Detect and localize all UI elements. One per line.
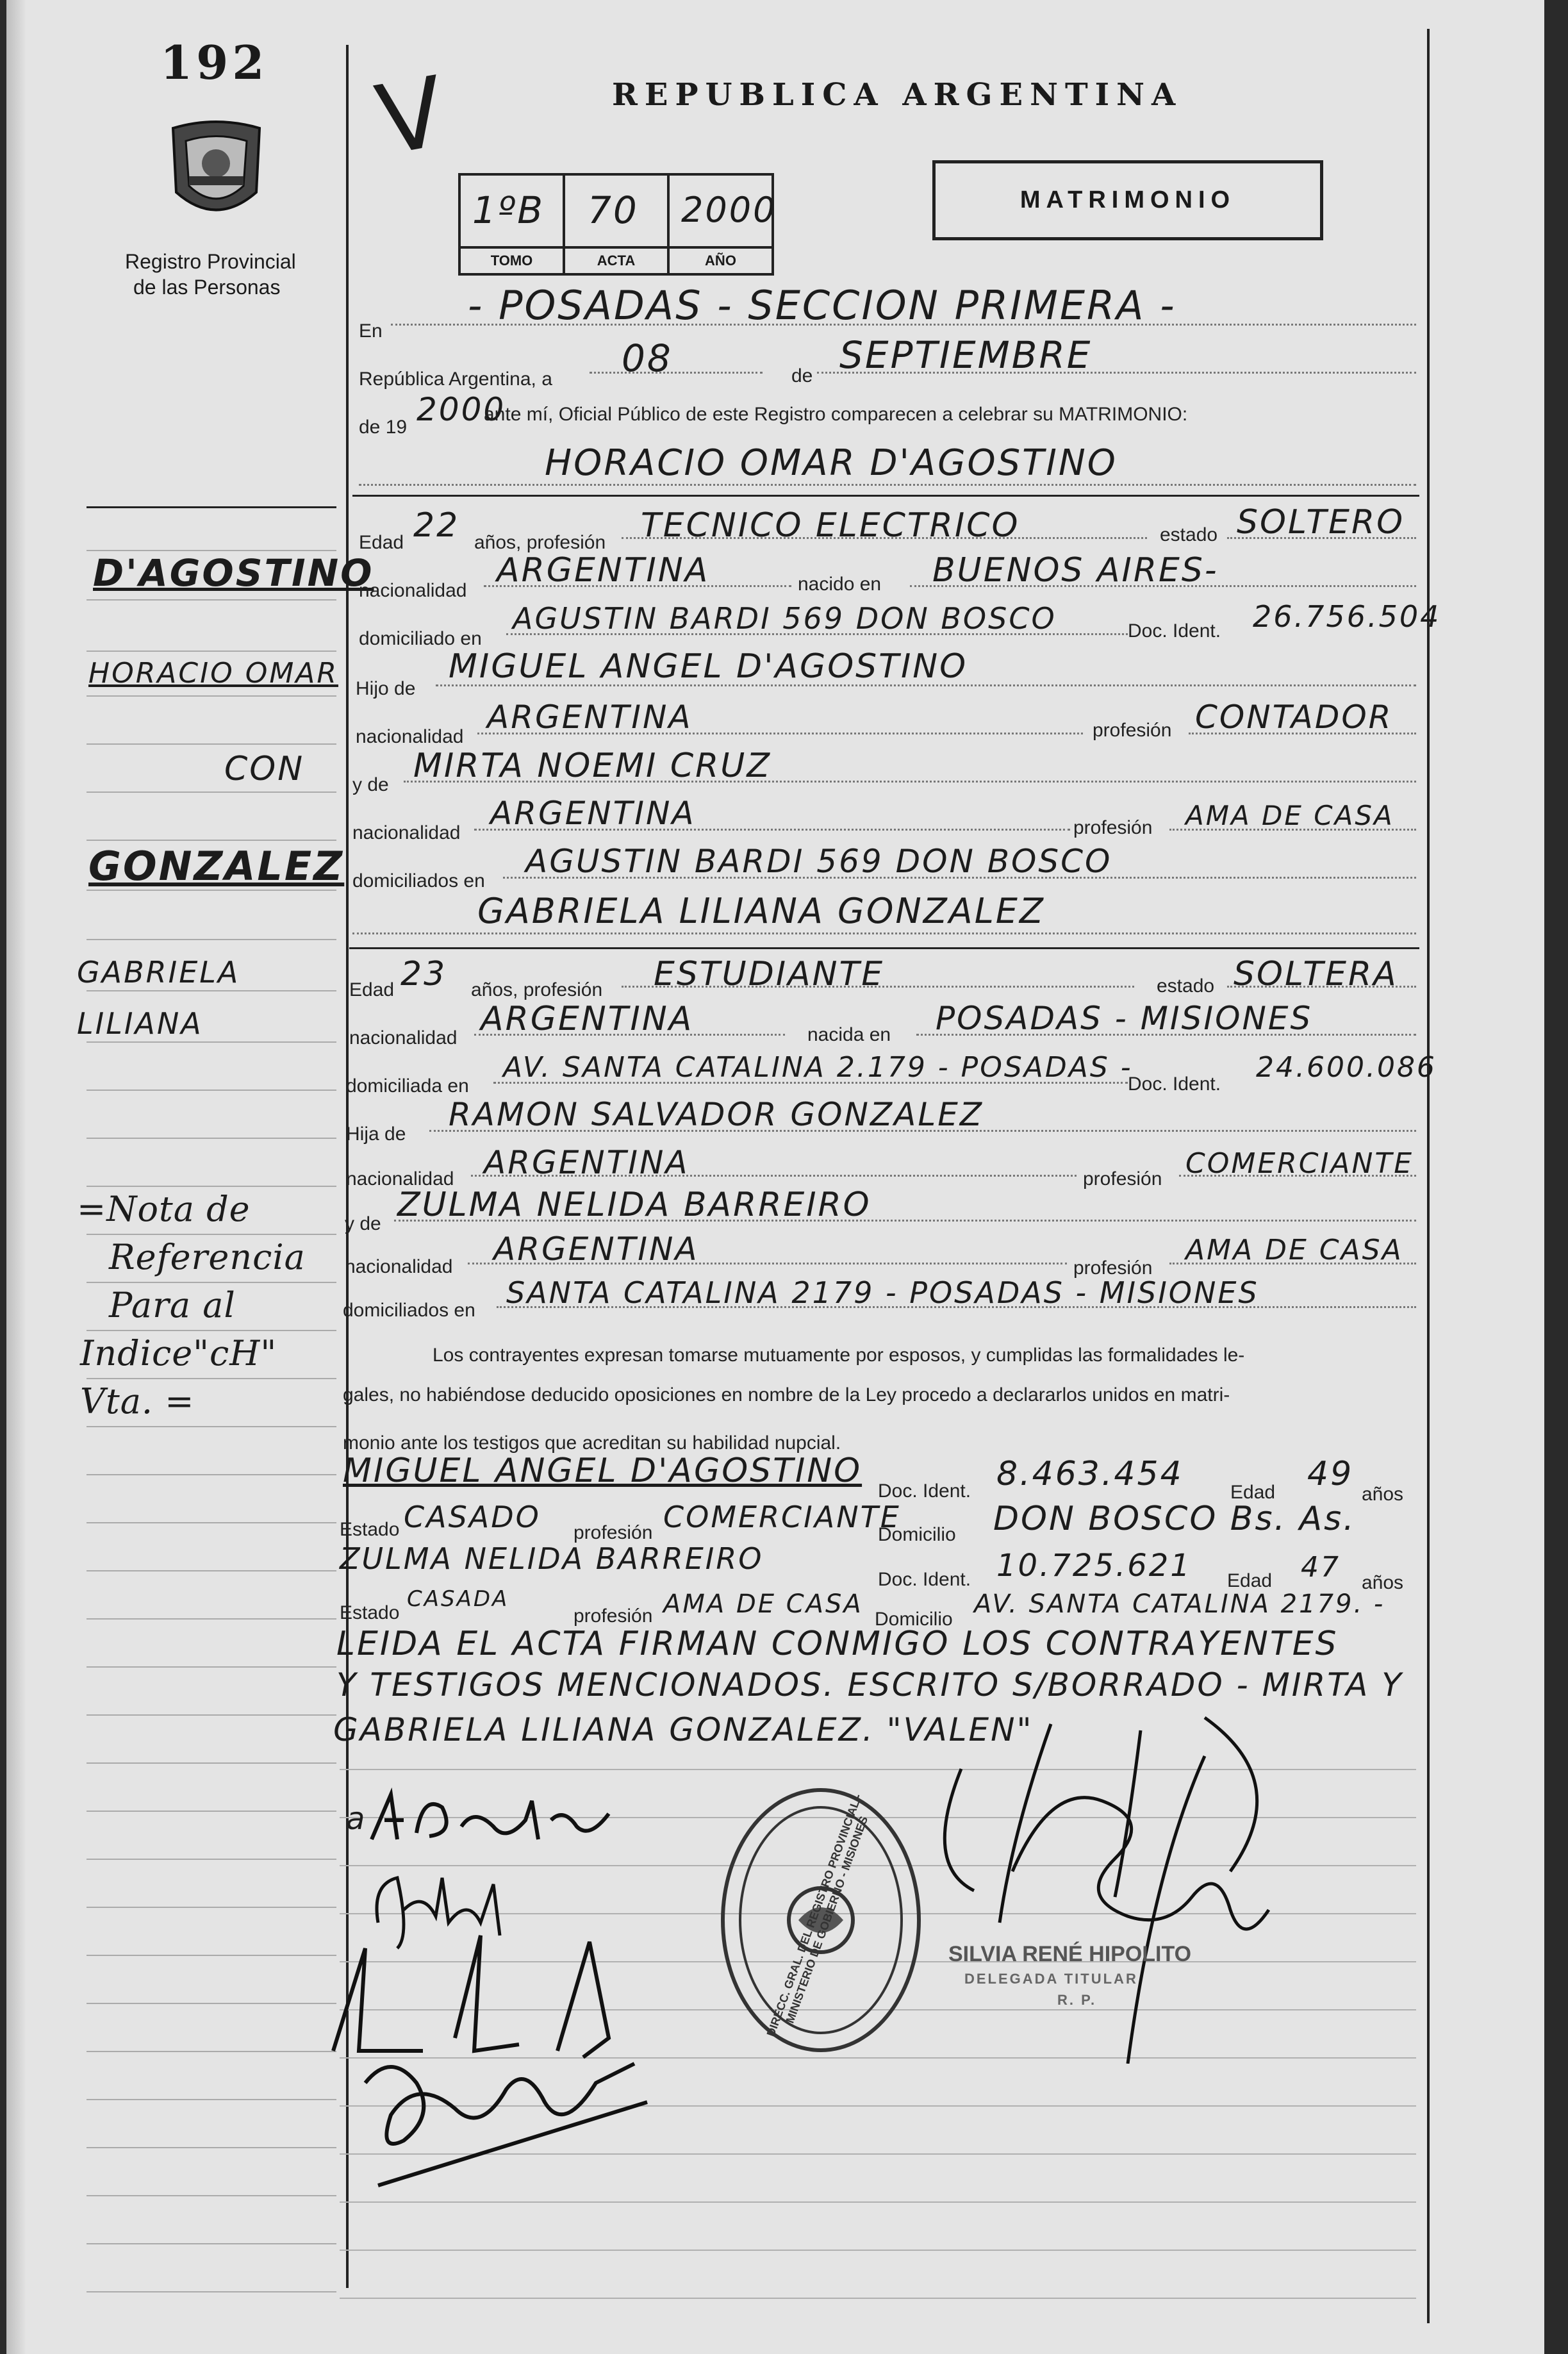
groom-mother-nac-label: nacionalidad [352,822,461,843]
bride-name: GABRIELA LILIANA GONZALEZ [477,891,1045,931]
groom-mother-prof: AMA DE CASA [1185,800,1394,831]
sidebar-names-groom: HORACIO OMAR [88,657,338,690]
witness1-estado-label: Estado [340,1519,400,1540]
day-line [590,372,763,374]
sidebar-rule [87,599,336,601]
bride-mother: ZULMA NELIDA BARREIRO [397,1186,871,1224]
official-signature-icon [884,1705,1294,2067]
sidebar-rule [87,1474,336,1475]
sidebar-rule [87,1522,336,1523]
groom-nacido: BUENOS AIRES- [932,551,1219,590]
bride-domicilio: AV. SANTA CATALINA 2.179 - POSADAS - [503,1051,1133,1084]
bride-domicilio-label: domiciliada en [346,1075,469,1097]
body-rule [340,2250,1416,2251]
bride-father-prof: COMERCIANTE [1185,1147,1414,1180]
groom-signature-icon [365,1782,634,1862]
witness2-dom-label: Domicilio [875,1609,953,1630]
groom-mother-prof-label: profesión [1073,817,1153,838]
groom-estado-label: estado [1160,524,1218,545]
sidebar-rule [87,2147,336,2148]
year-prefix: de 19 [359,417,408,438]
sidebar-note-2: Referencia [109,1237,306,1277]
declaration-line3: monio ante los testigos que acreditan su habilidad nupcial. [343,1432,841,1454]
bride-estado-label: estado [1157,975,1215,997]
body-rule [340,2298,1416,2299]
sidebar-note-4: Indice"cH" [80,1333,277,1373]
sidebar-rule [87,1811,336,1812]
sidebar-rule [87,1955,336,1956]
bride-nacida: POSADAS - MISIONES [936,1000,1313,1037]
bride-name-line [352,932,1416,934]
sidebar-rule [87,1714,336,1716]
groom-father: MIGUEL ANGEL D'AGOSTINO [449,647,968,686]
sidebar-top-rule [87,506,336,508]
bride-profesion: ESTUDIANTE [654,955,885,993]
sidebar-rule [87,743,336,745]
groom-y-de-label: y de [352,774,389,795]
corner-mark: V [368,56,455,178]
sidebar-rule [87,2195,336,2196]
bride-nacionalidad: ARGENTINA [481,1000,694,1038]
witness2-prof: AMA DE CASA [663,1589,863,1619]
groom-parents-dom-label: domiciliados en [352,870,485,891]
registry-seal-icon [167,115,266,231]
bride-parents-dom: SANTA CATALINA 2179 - POSADAS - MISIONES [506,1275,1259,1310]
ano-value: 2000 [681,190,777,230]
sidebar-surname-groom: D'AGOSTINO [93,551,374,595]
sidebar-names-bride-1: GABRIELA [77,955,240,990]
sidebar-con: CON [224,750,305,788]
right-divider [1427,29,1430,2323]
bride-edad: 23 [400,955,447,993]
witness1-doc-label: Doc. Ident. [878,1480,971,1502]
witness2-doc-label: Doc. Ident. [878,1569,971,1590]
sidebar-names-bride-2: LILIANA [77,1006,203,1041]
sidebar-rule [87,1666,336,1668]
bride-nacionalidad-label: nacionalidad [349,1027,458,1049]
tomo-value: 1ºB [472,188,545,232]
groom-parents-dom: AGUSTIN BARDI 569 DON BOSCO [525,843,1112,880]
month-value: SEPTIEMBRE [839,333,1093,377]
groom-father-prof-label: profesión [1093,720,1172,741]
signature-prefix: a [346,1801,367,1837]
bride-father: RAMON SALVADOR GONZALEZ [449,1096,984,1133]
bride-hija-label: Hija de [346,1123,406,1145]
document-page [6,0,1544,2354]
bride-father-nac: ARGENTINA [484,1144,689,1181]
acta-label: ACTA [565,249,670,276]
sidebar-rule [87,1426,336,1427]
groom-nacido-label: nacido en [798,574,882,595]
witness2-estado: CASADA [407,1586,509,1612]
sidebar-rule [87,1041,336,1043]
registry-name-line2: de las Personas [133,276,281,299]
witness1-prof-label: profesión [574,1522,653,1543]
witness2-estado-label: Estado [340,1602,400,1623]
declaration-line1: Los contrayentes expresan tomarse mutuamente por esposos, y cumplidas las formalidades le- [433,1345,1245,1366]
sidebar-rule [87,651,336,652]
bride-doc: 24.600.086 [1256,1051,1437,1084]
groom-domicilio: AGUSTIN BARDI 569 DON BOSCO [513,601,1057,636]
witness1-dom-label: Domicilio [878,1524,956,1545]
sidebar-rule [87,939,336,940]
groom-name: HORACIO OMAR D'AGOSTINO [545,442,1118,484]
bride-section-rule [349,947,1419,949]
sidebar-rule [87,990,336,991]
witness2-name: ZULMA NELIDA BARREIRO [340,1541,764,1576]
country-title: REPUBLICA ARGENTINA [612,77,1183,113]
closing-line3: GABRIELA LILIANA GONZALEZ. "VALEN" [333,1711,1034,1748]
sidebar-note-5: Vta. = [80,1381,195,1422]
sidebar-rule [87,1234,336,1235]
sidebar-rule [87,2003,336,2004]
bride-nacida-label: nacida en [807,1024,891,1045]
sidebar-rule [87,890,336,891]
groom-mother: MIRTA NOEMI CRUZ [413,747,772,785]
stamp-text: DIRECC. GRAL. DEL REGISTRO PROVINCIAL - MINISTERIO DE GOBIERNO - MISIONES [764,1792,871,2039]
acta-value: 70 [588,188,639,232]
closing-line2: Y TESTIGOS MENCIONADOS. ESCRITO S/BORRADO - MIRTA Y [336,1666,1403,1703]
sidebar-rule [87,1138,336,1139]
groom-father-nac-label: nacionalidad [356,726,464,747]
tomo-label: TOMO [461,249,565,276]
groom-nacionalidad-label: nacionalidad [359,580,467,601]
sidebar-rule [87,695,336,697]
sidebar-rule [87,1378,336,1379]
binding-edge [6,0,26,2354]
sidebar-rule [87,1618,336,1620]
registry-name-line1: Registro Provincial [125,250,296,273]
sidebar-rule [87,1859,336,1860]
closing-line1: LEIDA EL ACTA FIRMAN CONMIGO LOS CONTRAYENTES [336,1625,1339,1663]
bride-anos-profesion-label: años, profesión [471,979,603,1000]
groom-doc: 26.756.504 [1253,599,1441,634]
groom-estado: SOLTERO [1237,503,1405,542]
sidebar-note-3: Para al [109,1285,236,1325]
record-box [458,173,777,276]
groom-profesion: TECNICO ELECTRICO [641,506,1020,545]
de-label: de [791,365,813,386]
sidebar-note-1: =Nota de [77,1189,251,1229]
bride-mother-prof-label: profesión [1073,1257,1153,1279]
bride-mother-nac-label: nacionalidad [345,1256,453,1277]
en-label: En [359,320,383,342]
sidebar-rule [87,2099,336,2100]
witness2-edad-label: Edad [1227,1570,1273,1591]
republica-label: República Argentina, a [359,369,552,390]
bride-parents-dom-label: domiciliados en [343,1300,475,1321]
witness1-anos-label: años [1362,1484,1404,1505]
witness2-edad: 47 [1301,1551,1341,1584]
witness2-anos-label: años [1362,1572,1404,1593]
witness1-prof: COMERCIANTE [663,1500,901,1534]
groom-nacionalidad: ARGENTINA [497,551,710,590]
document-type: MATRIMONIO [1019,186,1236,213]
groom-doc-label: Doc. Ident. [1128,620,1221,642]
bride-edad-label: Edad [349,979,395,1000]
sidebar-rule [87,792,336,793]
declaration-line2: gales, no habiéndose deducido oposiciones en nombre de la Ley procedo a declararlos unidos en matri- [343,1384,1230,1405]
sidebar-rule [87,1186,336,1187]
official-name: SILVIA RENÉ HIPOLITO [948,1942,1192,1966]
groom-hijo-label: Hijo de [356,678,416,699]
groom-edad: 22 [413,506,460,545]
bride-father-nac-label: nacionalidad [346,1168,454,1189]
witness1-name: MIGUEL ANGEL D'AGOSTINO [343,1452,862,1490]
ano-label: AÑO [705,253,736,269]
witness1-estado: CASADO [404,1500,541,1534]
official-title: DELEGADA TITULAR [964,1971,1138,1987]
bride-estado: SOLTERA [1234,955,1398,993]
groom-anos-profesion-label: años, profesión [474,532,606,553]
witness1-edad-label: Edad [1230,1482,1276,1503]
intro-text: ante mí, Oficial Público de este Registro comparecen a celebrar su MATRIMONIO: [484,404,1188,425]
witness2-prof-label: profesión [574,1605,653,1627]
groom-father-prof: CONTADOR [1195,699,1393,736]
witness1-doc: 8.463.454 [996,1455,1184,1493]
sidebar-surname-bride: GONZALEZ [88,843,345,890]
page-number: 192 [160,35,268,90]
groom-domicilio-label: domiciliado en [359,628,482,649]
official-code: R. P. [1057,1992,1097,2008]
day-value: 08 [622,336,673,380]
sidebar-rule [87,1090,336,1091]
bride-doc-label: Doc. Ident. [1128,1073,1221,1095]
groom-mother-nac: ARGENTINA [490,795,696,832]
en-value: - POSADAS - SECCION PRIMERA - [468,282,1176,329]
witness2-doc: 10.725.621 [996,1548,1192,1584]
groom-section-rule [352,495,1419,497]
sidebar-rule [87,1282,336,1283]
body-rule [340,2201,1416,2203]
sidebar-rule [87,840,336,841]
bride-mother-nac: ARGENTINA [493,1231,699,1268]
groom-father-nac: ARGENTINA [487,699,693,736]
document-type-box [932,160,1323,240]
sidebar-rule [87,2243,336,2244]
bride-y-de-label: y de [345,1213,381,1234]
sidebar-rule [87,2291,336,2292]
witness2-dom: AV. SANTA CATALINA 2179. - [974,1589,1385,1619]
sidebar-rule [87,2051,336,2052]
sidebar-rule [87,1330,336,1331]
groom-name-line [359,484,1416,486]
witness1-edad: 49 [1307,1455,1354,1493]
sidebar-rule [87,1762,336,1764]
groom-edad-label: Edad [359,532,404,553]
year-value: 2000 [417,391,506,428]
bride-father-prof-label: profesión [1083,1168,1162,1189]
sidebar-rule [87,1570,336,1571]
sidebar-rule [87,1907,336,1908]
bride-mother-prof: AMA DE CASA [1185,1234,1403,1266]
witness2-signature-icon [352,2025,660,2195]
witness1-dom: DON BOSCO Bs. As. [993,1500,1356,1538]
